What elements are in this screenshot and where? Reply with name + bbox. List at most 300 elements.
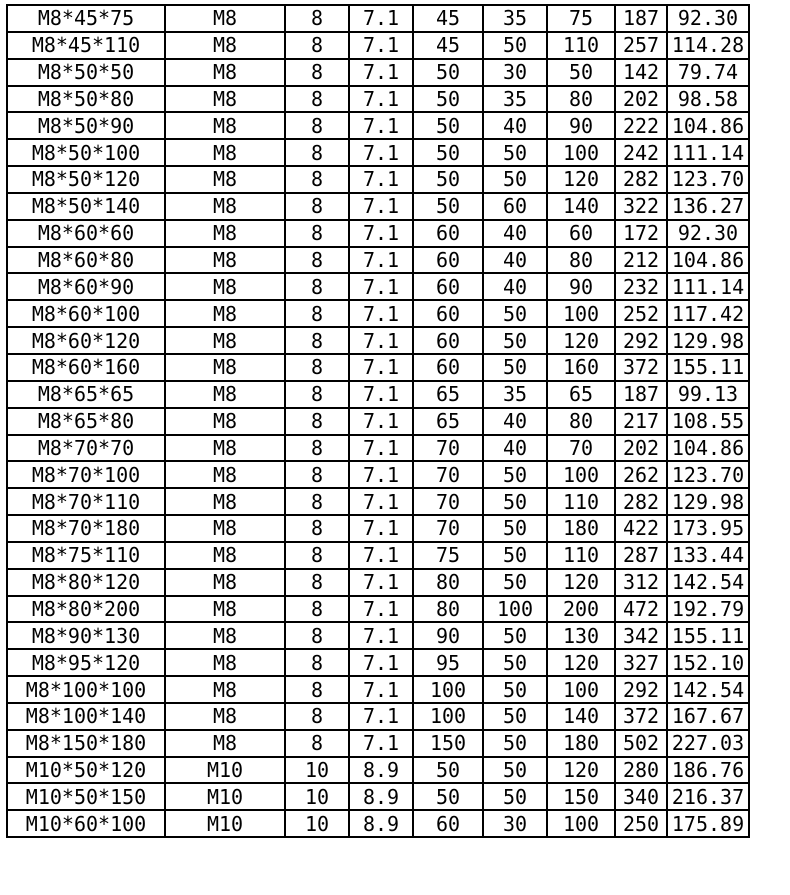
thread-cell: M8 xyxy=(165,220,285,247)
model-cell: M8*70*180 xyxy=(7,515,165,542)
a-dimension-cell: 50 xyxy=(413,139,483,166)
a-dimension-cell: 70 xyxy=(413,435,483,462)
minor-diameter-cell: 7.1 xyxy=(349,622,413,649)
model-cell: M8*50*80 xyxy=(7,86,165,113)
minor-diameter-cell: 7.1 xyxy=(349,327,413,354)
model-cell: M8*100*140 xyxy=(7,703,165,730)
diameter-cell: 8 xyxy=(285,220,349,247)
thread-cell: M8 xyxy=(165,193,285,220)
model-cell: M8*70*100 xyxy=(7,461,165,488)
minor-diameter-cell: 8.9 xyxy=(349,810,413,837)
weight-cell: 99.13 xyxy=(667,381,749,408)
c-dimension-cell: 150 xyxy=(547,783,615,810)
table-row xyxy=(7,112,749,139)
length-cell: 422 xyxy=(615,515,667,542)
a-dimension-cell: 70 xyxy=(413,461,483,488)
table-row xyxy=(7,59,749,86)
thread-cell: M10 xyxy=(165,783,285,810)
diameter-cell: 8 xyxy=(285,381,349,408)
model-cell: M8*50*50 xyxy=(7,59,165,86)
thread-cell: M8 xyxy=(165,408,285,435)
thread-cell: M8 xyxy=(165,5,285,32)
minor-diameter-cell: 7.1 xyxy=(349,300,413,327)
thread-cell: M8 xyxy=(165,676,285,703)
minor-diameter-cell: 7.1 xyxy=(349,59,413,86)
thread-cell: M8 xyxy=(165,300,285,327)
thread-cell: M8 xyxy=(165,596,285,623)
thread-cell: M8 xyxy=(165,139,285,166)
b-dimension-cell: 50 xyxy=(483,488,547,515)
a-dimension-cell: 45 xyxy=(413,5,483,32)
a-dimension-cell: 50 xyxy=(413,193,483,220)
table-row xyxy=(7,810,749,837)
diameter-cell: 8 xyxy=(285,542,349,569)
c-dimension-cell: 120 xyxy=(547,569,615,596)
length-cell: 187 xyxy=(615,5,667,32)
length-cell: 187 xyxy=(615,381,667,408)
thread-cell: M8 xyxy=(165,703,285,730)
minor-diameter-cell: 7.1 xyxy=(349,32,413,59)
b-dimension-cell: 50 xyxy=(483,569,547,596)
model-cell: M8*60*90 xyxy=(7,273,165,300)
minor-diameter-cell: 7.1 xyxy=(349,381,413,408)
b-dimension-cell: 50 xyxy=(483,757,547,784)
weight-cell: 155.11 xyxy=(667,622,749,649)
length-cell: 472 xyxy=(615,596,667,623)
diameter-cell: 8 xyxy=(285,676,349,703)
thread-cell: M8 xyxy=(165,649,285,676)
a-dimension-cell: 80 xyxy=(413,596,483,623)
length-cell: 312 xyxy=(615,569,667,596)
c-dimension-cell: 140 xyxy=(547,193,615,220)
weight-cell: 117.42 xyxy=(667,300,749,327)
length-cell: 282 xyxy=(615,166,667,193)
table-row xyxy=(7,381,749,408)
length-cell: 262 xyxy=(615,461,667,488)
b-dimension-cell: 40 xyxy=(483,435,547,462)
length-cell: 287 xyxy=(615,542,667,569)
minor-diameter-cell: 7.1 xyxy=(349,86,413,113)
diameter-cell: 8 xyxy=(285,730,349,757)
a-dimension-cell: 65 xyxy=(413,408,483,435)
model-cell: M8*70*110 xyxy=(7,488,165,515)
c-dimension-cell: 160 xyxy=(547,354,615,381)
minor-diameter-cell: 7.1 xyxy=(349,354,413,381)
spec-table xyxy=(6,4,750,838)
table-row xyxy=(7,354,749,381)
a-dimension-cell: 60 xyxy=(413,273,483,300)
a-dimension-cell: 50 xyxy=(413,112,483,139)
table-row xyxy=(7,730,749,757)
b-dimension-cell: 50 xyxy=(483,622,547,649)
length-cell: 340 xyxy=(615,783,667,810)
minor-diameter-cell: 7.1 xyxy=(349,247,413,274)
minor-diameter-cell: 7.1 xyxy=(349,730,413,757)
diameter-cell: 8 xyxy=(285,5,349,32)
minor-diameter-cell: 8.9 xyxy=(349,783,413,810)
length-cell: 257 xyxy=(615,32,667,59)
table-row xyxy=(7,32,749,59)
b-dimension-cell: 35 xyxy=(483,381,547,408)
b-dimension-cell: 30 xyxy=(483,59,547,86)
weight-cell: 92.30 xyxy=(667,220,749,247)
c-dimension-cell: 120 xyxy=(547,166,615,193)
weight-cell: 104.86 xyxy=(667,112,749,139)
model-cell: M8*50*90 xyxy=(7,112,165,139)
diameter-cell: 8 xyxy=(285,193,349,220)
diameter-cell: 8 xyxy=(285,354,349,381)
weight-cell: 192.79 xyxy=(667,596,749,623)
thread-cell: M8 xyxy=(165,730,285,757)
table-row xyxy=(7,649,749,676)
a-dimension-cell: 150 xyxy=(413,730,483,757)
minor-diameter-cell: 7.1 xyxy=(349,569,413,596)
c-dimension-cell: 140 xyxy=(547,703,615,730)
minor-diameter-cell: 7.1 xyxy=(349,193,413,220)
c-dimension-cell: 200 xyxy=(547,596,615,623)
length-cell: 202 xyxy=(615,86,667,113)
b-dimension-cell: 40 xyxy=(483,247,547,274)
thread-cell: M8 xyxy=(165,569,285,596)
a-dimension-cell: 70 xyxy=(413,488,483,515)
thread-cell: M8 xyxy=(165,59,285,86)
table-row xyxy=(7,703,749,730)
a-dimension-cell: 60 xyxy=(413,810,483,837)
b-dimension-cell: 50 xyxy=(483,515,547,542)
a-dimension-cell: 50 xyxy=(413,166,483,193)
a-dimension-cell: 75 xyxy=(413,542,483,569)
thread-cell: M8 xyxy=(165,86,285,113)
table-row xyxy=(7,247,749,274)
c-dimension-cell: 90 xyxy=(547,112,615,139)
c-dimension-cell: 180 xyxy=(547,515,615,542)
a-dimension-cell: 65 xyxy=(413,381,483,408)
minor-diameter-cell: 7.1 xyxy=(349,435,413,462)
weight-cell: 175.89 xyxy=(667,810,749,837)
table-row xyxy=(7,139,749,166)
c-dimension-cell: 110 xyxy=(547,488,615,515)
c-dimension-cell: 80 xyxy=(547,247,615,274)
weight-cell: 142.54 xyxy=(667,569,749,596)
minor-diameter-cell: 7.1 xyxy=(349,703,413,730)
weight-cell: 114.28 xyxy=(667,32,749,59)
b-dimension-cell: 50 xyxy=(483,676,547,703)
b-dimension-cell: 40 xyxy=(483,273,547,300)
diameter-cell: 8 xyxy=(285,86,349,113)
table-row xyxy=(7,300,749,327)
a-dimension-cell: 45 xyxy=(413,32,483,59)
length-cell: 372 xyxy=(615,703,667,730)
table-row xyxy=(7,676,749,703)
b-dimension-cell: 40 xyxy=(483,408,547,435)
c-dimension-cell: 75 xyxy=(547,5,615,32)
minor-diameter-cell: 7.1 xyxy=(349,515,413,542)
model-cell: M8*90*130 xyxy=(7,622,165,649)
model-cell: M8*60*160 xyxy=(7,354,165,381)
length-cell: 282 xyxy=(615,488,667,515)
a-dimension-cell: 80 xyxy=(413,569,483,596)
b-dimension-cell: 100 xyxy=(483,596,547,623)
diameter-cell: 8 xyxy=(285,273,349,300)
c-dimension-cell: 130 xyxy=(547,622,615,649)
minor-diameter-cell: 7.1 xyxy=(349,596,413,623)
diameter-cell: 8 xyxy=(285,112,349,139)
thread-cell: M8 xyxy=(165,166,285,193)
length-cell: 222 xyxy=(615,112,667,139)
b-dimension-cell: 35 xyxy=(483,5,547,32)
c-dimension-cell: 100 xyxy=(547,461,615,488)
c-dimension-cell: 90 xyxy=(547,273,615,300)
a-dimension-cell: 90 xyxy=(413,622,483,649)
b-dimension-cell: 50 xyxy=(483,703,547,730)
model-cell: M8*80*200 xyxy=(7,596,165,623)
weight-cell: 104.86 xyxy=(667,435,749,462)
table-row xyxy=(7,596,749,623)
weight-cell: 111.14 xyxy=(667,139,749,166)
thread-cell: M8 xyxy=(165,273,285,300)
weight-cell: 136.27 xyxy=(667,193,749,220)
thread-cell: M8 xyxy=(165,622,285,649)
b-dimension-cell: 50 xyxy=(483,166,547,193)
table-row xyxy=(7,435,749,462)
table-row xyxy=(7,622,749,649)
table-row xyxy=(7,542,749,569)
model-cell: M10*50*150 xyxy=(7,783,165,810)
table-row xyxy=(7,515,749,542)
a-dimension-cell: 60 xyxy=(413,327,483,354)
a-dimension-cell: 100 xyxy=(413,676,483,703)
model-cell: M8*75*110 xyxy=(7,542,165,569)
minor-diameter-cell: 7.1 xyxy=(349,112,413,139)
length-cell: 242 xyxy=(615,139,667,166)
table-row xyxy=(7,461,749,488)
model-cell: M8*100*100 xyxy=(7,676,165,703)
diameter-cell: 8 xyxy=(285,435,349,462)
diameter-cell: 10 xyxy=(285,783,349,810)
table-row xyxy=(7,273,749,300)
thread-cell: M8 xyxy=(165,515,285,542)
table-row xyxy=(7,327,749,354)
thread-cell: M8 xyxy=(165,327,285,354)
thread-cell: M8 xyxy=(165,435,285,462)
c-dimension-cell: 60 xyxy=(547,220,615,247)
weight-cell: 92.30 xyxy=(667,5,749,32)
thread-cell: M10 xyxy=(165,810,285,837)
a-dimension-cell: 100 xyxy=(413,703,483,730)
length-cell: 202 xyxy=(615,435,667,462)
thread-cell: M8 xyxy=(165,112,285,139)
model-cell: M8*65*80 xyxy=(7,408,165,435)
table-row xyxy=(7,166,749,193)
b-dimension-cell: 50 xyxy=(483,300,547,327)
diameter-cell: 8 xyxy=(285,703,349,730)
weight-cell: 142.54 xyxy=(667,676,749,703)
table-row xyxy=(7,488,749,515)
weight-cell: 152.10 xyxy=(667,649,749,676)
minor-diameter-cell: 8.9 xyxy=(349,757,413,784)
minor-diameter-cell: 7.1 xyxy=(349,5,413,32)
length-cell: 292 xyxy=(615,327,667,354)
minor-diameter-cell: 7.1 xyxy=(349,408,413,435)
b-dimension-cell: 50 xyxy=(483,783,547,810)
length-cell: 172 xyxy=(615,220,667,247)
a-dimension-cell: 50 xyxy=(413,86,483,113)
length-cell: 372 xyxy=(615,354,667,381)
model-cell: M8*95*120 xyxy=(7,649,165,676)
c-dimension-cell: 100 xyxy=(547,300,615,327)
model-cell: M8*70*70 xyxy=(7,435,165,462)
table-row xyxy=(7,220,749,247)
diameter-cell: 8 xyxy=(285,461,349,488)
diameter-cell: 8 xyxy=(285,408,349,435)
diameter-cell: 8 xyxy=(285,32,349,59)
diameter-cell: 8 xyxy=(285,327,349,354)
weight-cell: 129.98 xyxy=(667,488,749,515)
a-dimension-cell: 50 xyxy=(413,783,483,810)
model-cell: M8*60*80 xyxy=(7,247,165,274)
length-cell: 327 xyxy=(615,649,667,676)
length-cell: 292 xyxy=(615,676,667,703)
weight-cell: 173.95 xyxy=(667,515,749,542)
c-dimension-cell: 100 xyxy=(547,676,615,703)
weight-cell: 104.86 xyxy=(667,247,749,274)
table-row xyxy=(7,569,749,596)
thread-cell: M8 xyxy=(165,488,285,515)
weight-cell: 186.76 xyxy=(667,757,749,784)
minor-diameter-cell: 7.1 xyxy=(349,220,413,247)
thread-cell: M8 xyxy=(165,32,285,59)
diameter-cell: 8 xyxy=(285,247,349,274)
table-row xyxy=(7,5,749,32)
c-dimension-cell: 65 xyxy=(547,381,615,408)
weight-cell: 216.37 xyxy=(667,783,749,810)
diameter-cell: 10 xyxy=(285,810,349,837)
thread-cell: M8 xyxy=(165,542,285,569)
c-dimension-cell: 120 xyxy=(547,757,615,784)
thread-cell: M8 xyxy=(165,381,285,408)
c-dimension-cell: 180 xyxy=(547,730,615,757)
c-dimension-cell: 120 xyxy=(547,649,615,676)
thread-cell: M10 xyxy=(165,757,285,784)
b-dimension-cell: 50 xyxy=(483,139,547,166)
weight-cell: 123.70 xyxy=(667,461,749,488)
model-cell: M8*50*120 xyxy=(7,166,165,193)
minor-diameter-cell: 7.1 xyxy=(349,166,413,193)
b-dimension-cell: 35 xyxy=(483,86,547,113)
length-cell: 212 xyxy=(615,247,667,274)
a-dimension-cell: 60 xyxy=(413,220,483,247)
model-cell: M8*45*110 xyxy=(7,32,165,59)
thread-cell: M8 xyxy=(165,461,285,488)
weight-cell: 108.55 xyxy=(667,408,749,435)
minor-diameter-cell: 7.1 xyxy=(349,488,413,515)
a-dimension-cell: 60 xyxy=(413,247,483,274)
a-dimension-cell: 60 xyxy=(413,300,483,327)
weight-cell: 79.74 xyxy=(667,59,749,86)
diameter-cell: 8 xyxy=(285,488,349,515)
a-dimension-cell: 60 xyxy=(413,354,483,381)
minor-diameter-cell: 7.1 xyxy=(349,139,413,166)
table-row xyxy=(7,408,749,435)
table-row xyxy=(7,86,749,113)
c-dimension-cell: 100 xyxy=(547,810,615,837)
length-cell: 280 xyxy=(615,757,667,784)
b-dimension-cell: 50 xyxy=(483,542,547,569)
minor-diameter-cell: 7.1 xyxy=(349,649,413,676)
model-cell: M8*50*100 xyxy=(7,139,165,166)
c-dimension-cell: 80 xyxy=(547,86,615,113)
length-cell: 342 xyxy=(615,622,667,649)
weight-cell: 129.98 xyxy=(667,327,749,354)
weight-cell: 98.58 xyxy=(667,86,749,113)
model-cell: M8*60*100 xyxy=(7,300,165,327)
c-dimension-cell: 80 xyxy=(547,408,615,435)
model-cell: M8*45*75 xyxy=(7,5,165,32)
minor-diameter-cell: 7.1 xyxy=(349,542,413,569)
diameter-cell: 8 xyxy=(285,622,349,649)
a-dimension-cell: 50 xyxy=(413,757,483,784)
b-dimension-cell: 40 xyxy=(483,220,547,247)
b-dimension-cell: 50 xyxy=(483,32,547,59)
diameter-cell: 8 xyxy=(285,59,349,86)
b-dimension-cell: 30 xyxy=(483,810,547,837)
model-cell: M8*80*120 xyxy=(7,569,165,596)
model-cell: M8*65*65 xyxy=(7,381,165,408)
model-cell: M8*60*60 xyxy=(7,220,165,247)
diameter-cell: 8 xyxy=(285,596,349,623)
thread-cell: M8 xyxy=(165,354,285,381)
diameter-cell: 8 xyxy=(285,139,349,166)
minor-diameter-cell: 7.1 xyxy=(349,273,413,300)
b-dimension-cell: 50 xyxy=(483,327,547,354)
minor-diameter-cell: 7.1 xyxy=(349,676,413,703)
c-dimension-cell: 70 xyxy=(547,435,615,462)
length-cell: 252 xyxy=(615,300,667,327)
minor-diameter-cell: 7.1 xyxy=(349,461,413,488)
b-dimension-cell: 50 xyxy=(483,730,547,757)
length-cell: 322 xyxy=(615,193,667,220)
weight-cell: 155.11 xyxy=(667,354,749,381)
diameter-cell: 8 xyxy=(285,569,349,596)
c-dimension-cell: 110 xyxy=(547,542,615,569)
table-row xyxy=(7,783,749,810)
model-cell: M10*50*120 xyxy=(7,757,165,784)
model-cell: M10*60*100 xyxy=(7,810,165,837)
b-dimension-cell: 50 xyxy=(483,461,547,488)
weight-cell: 111.14 xyxy=(667,273,749,300)
b-dimension-cell: 40 xyxy=(483,112,547,139)
b-dimension-cell: 50 xyxy=(483,649,547,676)
length-cell: 217 xyxy=(615,408,667,435)
a-dimension-cell: 95 xyxy=(413,649,483,676)
model-cell: M8*60*120 xyxy=(7,327,165,354)
weight-cell: 123.70 xyxy=(667,166,749,193)
table-row xyxy=(7,193,749,220)
weight-cell: 227.03 xyxy=(667,730,749,757)
a-dimension-cell: 70 xyxy=(413,515,483,542)
length-cell: 142 xyxy=(615,59,667,86)
c-dimension-cell: 120 xyxy=(547,327,615,354)
diameter-cell: 10 xyxy=(285,757,349,784)
table-row xyxy=(7,757,749,784)
length-cell: 232 xyxy=(615,273,667,300)
c-dimension-cell: 100 xyxy=(547,139,615,166)
c-dimension-cell: 110 xyxy=(547,32,615,59)
diameter-cell: 8 xyxy=(285,166,349,193)
length-cell: 502 xyxy=(615,730,667,757)
model-cell: M8*50*140 xyxy=(7,193,165,220)
c-dimension-cell: 50 xyxy=(547,59,615,86)
